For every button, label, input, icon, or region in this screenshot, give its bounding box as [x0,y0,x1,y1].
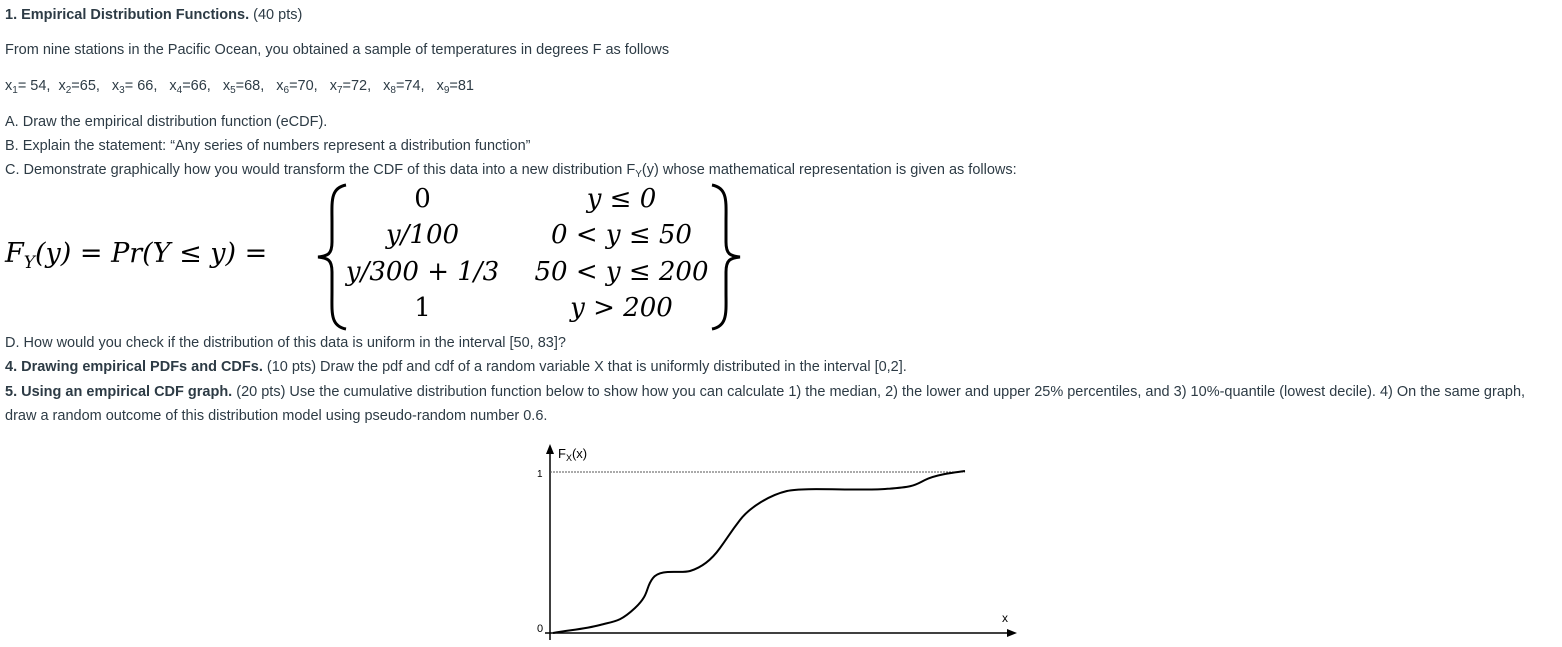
q5 [5,380,1555,428]
y-axis-arrow [546,444,554,454]
cdf-graph [525,440,1025,645]
q1-part-b: B. Explain the statement: “Any series of numbers represent a distribution function” [5,138,531,154]
y-axis-label: $F_X(x)$ [558,446,588,463]
formula-lhs-sub: Y [23,253,35,273]
x-axis-arrow [1007,629,1017,637]
q5-heading: 5. Using an empirical CDF graph. [5,384,233,400]
cdf-curve [553,471,965,633]
sample-7: $x_7=72$, [329,78,372,96]
formula-value-4: 1 [414,293,431,323]
sample-6: $x_6=70$, [276,78,318,96]
tick-label-one: 1 [537,469,543,480]
q1-part-c [5,162,1017,178]
formula-value-3: y/300 + 1/3 [345,257,500,287]
formula-cond-3: 50 < y ≤ 200 [534,257,709,287]
sample-list [5,78,486,94]
q4 [5,359,907,375]
sample-1: $x_1= 54$, [5,78,51,96]
formula-value-2: y/100 [385,220,460,250]
sample-8: $x_8=74$, [383,78,425,96]
formula-lhs-f: F [5,238,24,269]
q1-intro: From nine stations in the Pacific Ocean, you obtained a sample of temperatures in degrees F as follows [5,42,670,58]
formula-cond-2: 0 < y ≤ 50 [551,220,692,250]
formula-value-1: 0 [414,184,431,214]
part-c-pre: C. Demonstrate graphically how you would transform the CDF of this data into a new distribution F [5,162,636,178]
q1-part-a: A. Draw the empirical distribution function (eCDF). [5,114,328,130]
part-c-post: (y) whose mathematical representation is given as follows: [641,162,1017,178]
formula-lhs [5,238,268,273]
q1-part-d: D. How would you check if the distribution of this data is uniform in the interval [50, 83]? [5,335,566,351]
formula-cond-4: y > 200 [570,293,673,323]
q1-heading [5,7,302,23]
sample-2: $x_2=65$, [58,78,100,96]
part-c-sub: Y [635,169,642,180]
q1-title: 1. Empirical Distribution Functions. [5,7,250,23]
formula-cond-1: y ≤ 0 [586,184,657,214]
sample-5: $x_5=68$, [222,78,265,96]
formula-lhs-rest: (y) = Pr(Y ≤ y) = [34,238,268,269]
sample-4: $x_4=66$, [169,78,211,96]
sample-3: $x_3= 66$, [111,78,158,96]
sample-9: $x_9=81$ [436,78,474,96]
q1-points: (40 pts) [253,7,303,23]
q5-text: (20 pts) Use the cumulative distribution function below to show how you can calculate 1) the median, 2) the lower and upper 25% percentiles, and 3) 10%-quantile (lowest decile). 4) On the same graph, draw a random outcome of this distribution model using pseudo-random number 0.6. [5,384,1526,424]
q4-heading: 4. Drawing empirical PDFs and CDFs. [5,359,263,375]
tick-label-zero: 0 [537,623,544,635]
x-axis-label: x [1002,611,1008,625]
q4-text: (10 pts) Draw the pdf and cdf of a random variable X that is uniformly distributed in the interval [0,2]. [266,359,907,375]
